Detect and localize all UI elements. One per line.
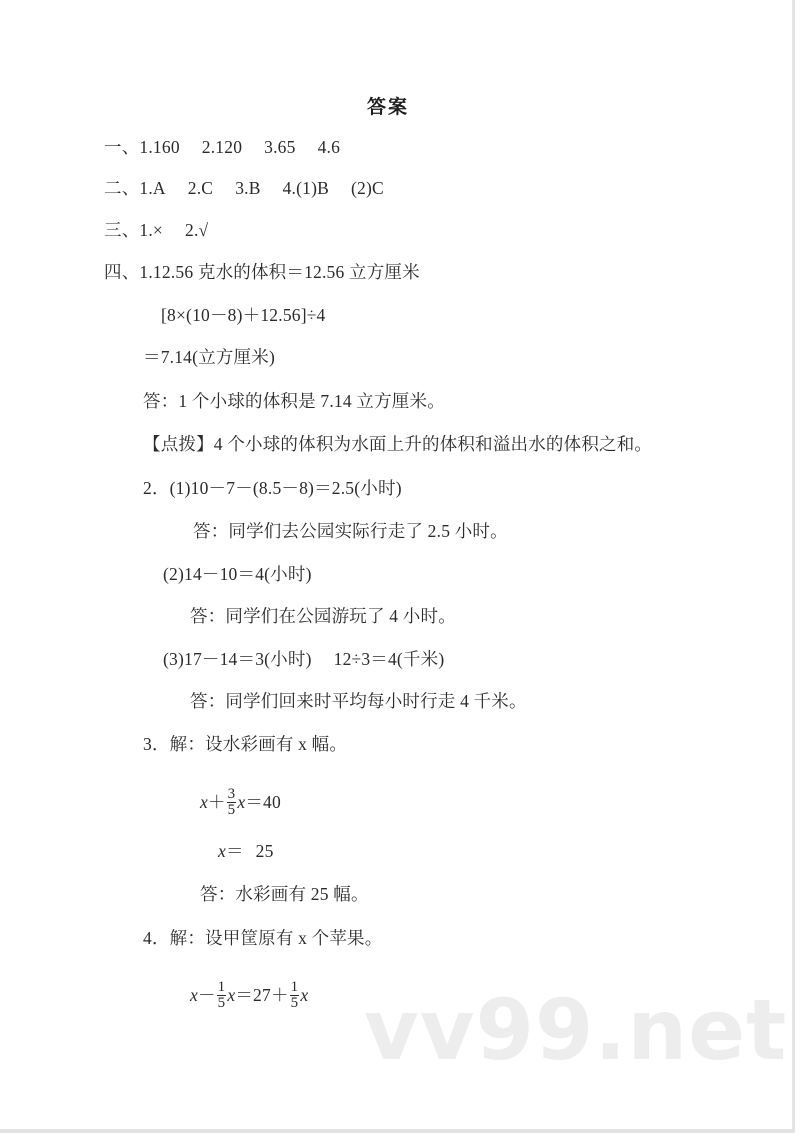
section-4-q2-answer2: 答：同学们在公园游玩了 4 小时。 [190,606,456,626]
section-3-answers [104,220,208,240]
solution-value: 25 [255,841,274,861]
numerator: 1 [290,979,299,996]
answer-item: (2)C [351,178,384,198]
section-4-q3-setup: 3．解：设水彩画有 x 幅。 [143,734,348,754]
numerator: 1 [217,979,226,996]
solution-text: 1.12.56 克水的体积＝12.56 立方厘米 [139,262,420,282]
section-4-q2-part1: 2．(1)10－7－(8.5－8)＝2.5(小时) [143,478,402,498]
section-4-q3-answer: 答：水彩画有 25 幅。 [200,884,369,904]
section-2-answers [104,178,384,198]
answer-item: 1.× [139,220,164,240]
denominator: 5 [290,995,299,1012]
fraction [217,980,227,1011]
section-4-q2-part2: (2)14－10＝4(小时) [163,564,312,584]
numerator: 3 [227,786,236,803]
section-4-q1-line3: ＝7.14(立方厘米) [143,347,275,367]
watermark: vv99.net [364,981,788,1079]
variable-x: x [200,792,208,812]
denominator: 5 [217,995,226,1012]
answer-item: 4.(1)B [282,178,329,198]
section-label: 三、 [104,220,140,240]
part3-calc-b: 12÷3＝4(千米) [333,649,445,669]
variable-x: x [237,792,246,812]
section-4-q1-line2: [8×(10－8)＋12.56]÷4 [161,305,326,325]
section-label: 一、 [104,137,140,157]
section-4-q2-answer3: 答：同学们回来时平均每小时行走 4 千米。 [190,691,527,711]
answer-item: 2.120 [201,137,243,157]
variable-x: x [227,985,236,1005]
variable-x: x [218,841,226,861]
equation-middle: ＝27＋ [235,985,289,1005]
answer-item: 3.B [235,178,261,198]
section-4-q2-answer1: 答：同学们去公园实际行走了 2.5 小时。 [193,521,508,541]
section-label: 四、 [104,262,140,282]
answer-item: 2.C [187,178,214,198]
operator: ＋ [207,792,226,812]
section-4-q4-equation [190,980,308,1012]
section-4-q4-setup: 4．解：设甲筐原有 x 个苹果。 [143,928,383,948]
section-label: 二、 [104,178,140,198]
section-1-answers [104,137,340,157]
section-4-q1-answer: 答：1 个小球的体积是 7.14 立方厘米。 [143,391,445,411]
answer-item: 1.160 [139,137,180,157]
fraction [290,980,300,1011]
variable-x: x [300,985,309,1005]
page-title: 答案 [367,96,410,118]
answer-item: 2.√ [185,220,209,240]
section-4-q1-hint: 【点拨】4 个小球的体积为水面上升的体积和溢出水的体积之和。 [143,434,653,454]
denominator: 5 [227,802,236,819]
operator: － [197,985,216,1005]
answer-item: 1.A [139,178,166,198]
equals: ＝ [225,841,244,861]
section-4-q3-solution [218,841,274,861]
section-4-q2-part3 [163,649,444,669]
equation-rhs: ＝40 [245,792,281,812]
section-4-q1-line1 [104,262,420,282]
answer-item: 3.65 [264,137,296,157]
section-4-q3-equation [200,787,281,819]
answer-item: 4.6 [317,137,341,157]
fraction [227,787,237,818]
part3-calc-a: (3)17－14＝3(小时) [163,649,312,669]
variable-x: x [190,985,198,1005]
